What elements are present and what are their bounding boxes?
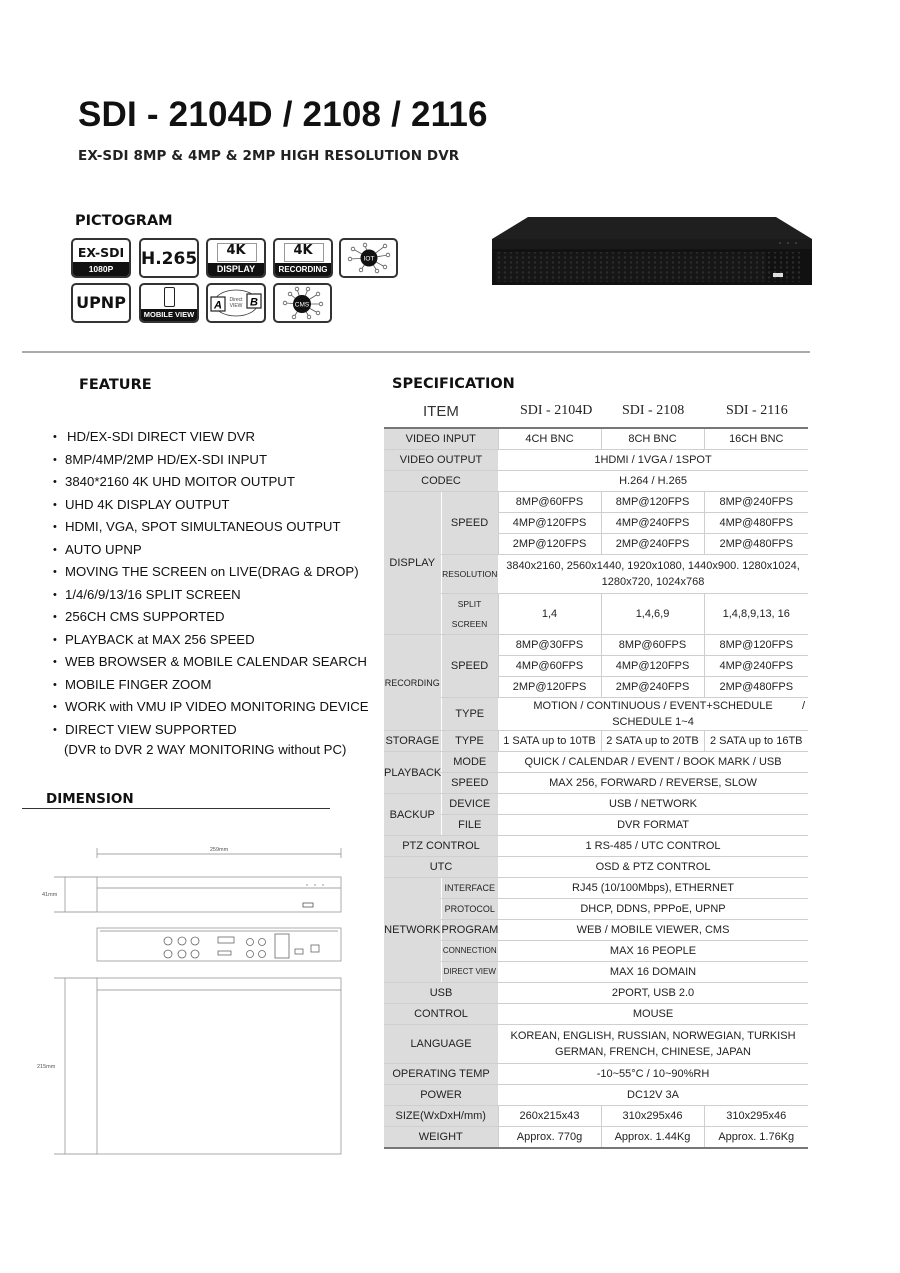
spec-value-cell: 2MP@120FPS — [498, 534, 601, 555]
table-row — [384, 471, 808, 492]
spec-label-cell: DEVICE — [441, 794, 498, 815]
spec-value-cell: OSD & PTZ CONTROL — [498, 857, 808, 878]
spec-value-cell: 8MP@60FPS — [498, 492, 601, 513]
spec-label-cell: TYPE — [441, 698, 498, 731]
iot-network-icon — [341, 240, 396, 276]
spec-label-cell: LANGUAGE — [384, 1025, 498, 1064]
section-divider — [22, 351, 810, 353]
spec-label-cell: SPEED — [441, 492, 498, 555]
pictogram-heading: PICTOGRAM — [75, 213, 173, 229]
feature-item: • 8MP/4MP/2MP HD/EX-SDI INPUT — [53, 451, 268, 467]
table-row — [384, 920, 808, 941]
table-row — [384, 594, 808, 635]
feature-item: • WEB BROWSER & MOBILE CALENDAR SEARCH — [53, 654, 367, 669]
spec-label-cell: CONNECTION — [441, 941, 498, 962]
feature-item: • PLAYBACK at MAX 256 SPEED — [53, 631, 255, 647]
spec-value-cell: 16CH BNC — [704, 428, 808, 450]
spec-value-cell: 2MP@480FPS — [704, 534, 808, 555]
feature-list — [53, 428, 369, 743]
spec-label-cell: SPEED — [441, 773, 498, 794]
dvr-product-image — [490, 215, 814, 287]
spec-value-cell: Approx. 1.44Kg — [601, 1127, 704, 1149]
spec-value-cell: 2MP@480FPS — [704, 677, 808, 698]
svg-text:B: B — [250, 296, 258, 309]
spec-value-cell: -10~55°C / 10~90%RH — [498, 1064, 808, 1085]
spec-value-cell: 4MP@480FPS — [704, 513, 808, 534]
spec-value-cell: USB / NETWORK — [498, 794, 808, 815]
dimension-underline — [22, 808, 330, 809]
column-model: SDI - 2108 — [622, 403, 685, 418]
table-row — [384, 1025, 808, 1064]
spec-value-cell: Approx. 1.76Kg — [704, 1127, 808, 1149]
ex-sdi-1080p-icon: EX-SDI 1080P — [71, 238, 131, 278]
spec-label-cell: PLAYBACK — [384, 752, 441, 794]
dimension-drawing — [20, 840, 350, 1160]
table-row — [384, 731, 808, 752]
spec-value-cell: MAX 16 PEOPLE — [498, 941, 808, 962]
spec-value-cell: H.264 / H.265 — [498, 471, 808, 492]
svg-text:CMS: CMS — [294, 301, 310, 309]
spec-value-cell: 1 RS-485 / UTC CONTROL — [498, 836, 808, 857]
spec-label-cell: OPERATING TEMP — [384, 1064, 498, 1085]
spec-label-cell: DISPLAY — [384, 492, 441, 635]
spec-value-cell: 1HDMI / 1VGA / 1SPOT — [498, 450, 808, 471]
spec-value-cell: 310x295x46 — [601, 1106, 704, 1127]
height-label: 41mm — [42, 892, 58, 898]
table-row — [384, 836, 808, 857]
usb-port-icon — [773, 273, 783, 277]
svg-text:IOT: IOT — [363, 255, 375, 263]
table-row — [384, 773, 808, 794]
spec-label-cell: PROGRAM — [441, 920, 498, 941]
spec-table — [384, 427, 808, 1149]
svg-text:Direct: Direct — [229, 297, 243, 303]
feature-item: • WORK with VMU IP VIDEO MONITORING DEVICE — [53, 699, 369, 714]
table-row — [384, 878, 808, 899]
table-row — [384, 1064, 808, 1085]
iot-icon — [339, 238, 398, 278]
h265-icon: H.265 — [139, 238, 199, 278]
spec-value-cell: MOUSE — [498, 1004, 808, 1025]
spec-label-cell: UTC — [384, 857, 498, 878]
spec-value-cell: 2MP@120FPS — [498, 677, 601, 698]
feature-item: • UHD 4K DISPLAY OUTPUT — [53, 496, 230, 512]
spec-label-cell: SPLIT SCREEN — [441, 594, 498, 635]
spec-value-cell: 8CH BNC — [601, 428, 704, 450]
svg-text:A: A — [214, 299, 222, 312]
spec-value-cell: MAX 256, FORWARD / REVERSE, SLOW — [498, 773, 808, 794]
4k-display-icon: 4K DISPLAY — [206, 238, 266, 278]
spec-value-cell: 260x215x43 — [498, 1106, 601, 1127]
cms-icon — [273, 283, 332, 323]
spec-value-cell: 4MP@60FPS — [498, 656, 601, 677]
spec-label-cell: CONTROL — [384, 1004, 498, 1025]
spec-label-cell: PROTOCOL — [441, 899, 498, 920]
spec-value-cell: 4CH BNC — [498, 428, 601, 450]
spec-value-cell: 8MP@30FPS — [498, 635, 601, 656]
width-label: 259mm — [209, 847, 229, 853]
spec-value-cell: 4MP@240FPS — [704, 656, 808, 677]
spec-value-cell: DVR FORMAT — [498, 815, 808, 836]
spec-label-cell: TYPE — [441, 731, 498, 752]
feature-continuation: (DVR to DVR 2 WAY MONITORING without PC) — [64, 742, 347, 757]
spec-value-cell: WEB / MOBILE VIEWER, CMS — [498, 920, 808, 941]
spec-label-cell: MODE — [441, 752, 498, 773]
depth-label: 215mm — [37, 1064, 56, 1070]
spec-value-cell: 310x295x46 — [704, 1106, 808, 1127]
spec-value-cell: 1 SATA up to 10TB — [498, 731, 601, 752]
spec-value-cell: 2PORT, USB 2.0 — [498, 983, 808, 1004]
table-row — [384, 815, 808, 836]
table-row — [384, 635, 808, 656]
table-row — [384, 450, 808, 471]
feature-item: • 3840*2160 4K UHD MOITOR OUTPUT — [53, 474, 295, 489]
column-model: SDI - 2104D — [520, 403, 593, 418]
page-subtitle: EX-SDI 8MP & 4MP & 2MP HIGH RESOLUTION DVR — [78, 148, 460, 164]
spec-label-cell: STORAGE — [384, 731, 441, 752]
feature-heading: FEATURE — [79, 377, 152, 393]
table-row — [384, 555, 808, 594]
4k-recording-icon: 4K RECORDING — [273, 238, 333, 278]
spec-value-cell: 1,4 — [498, 594, 601, 635]
spec-label-cell: RECORDING — [384, 635, 441, 731]
spec-value-cell: 2MP@240FPS — [601, 677, 704, 698]
spec-value-cell: RJ45 (10/100Mbps), ETHERNET — [498, 878, 808, 899]
table-row — [384, 752, 808, 773]
spec-value-cell: 2MP@240FPS — [601, 534, 704, 555]
table-row — [384, 857, 808, 878]
spec-value-cell: DC12V 3A — [498, 1085, 808, 1106]
spec-value-cell: 4MP@240FPS — [601, 513, 704, 534]
spec-value-cell: 8MP@120FPS — [601, 492, 704, 513]
spec-label-cell: USB — [384, 983, 498, 1004]
phone-icon — [164, 287, 175, 307]
feature-item: • MOBILE FINGER ZOOM — [53, 676, 212, 692]
spec-label-cell: VIDEO INPUT — [384, 428, 498, 450]
spec-label-cell: NETWORK — [384, 878, 441, 983]
feature-item: • MOVING THE SCREEN on LIVE(DRAG & DROP) — [53, 564, 359, 579]
spec-label-cell: FILE — [441, 815, 498, 836]
spec-value-cell: 2 SATA up to 16TB — [704, 731, 808, 752]
column-model: SDI - 2116 — [726, 403, 788, 418]
spec-value-cell: QUICK / CALENDAR / EVENT / BOOK MARK / USB — [498, 752, 808, 773]
spec-value-cell: KOREAN, ENGLISH, RUSSIAN, NORWEGIAN, TURKISH GERMAN, FRENCH, CHINESE, JAPAN — [498, 1025, 808, 1064]
spec-label-cell: BACKUP — [384, 794, 441, 836]
spec-label-cell: POWER — [384, 1085, 498, 1106]
table-row — [384, 1106, 808, 1127]
feature-item: • DIRECT VIEW SUPPORTED — [53, 721, 237, 737]
table-row — [384, 962, 808, 983]
table-row — [384, 941, 808, 962]
spec-label-cell: SPEED — [441, 635, 498, 698]
spec-label-cell: VIDEO OUTPUT — [384, 450, 498, 471]
mobile-view-icon: MOBILE VIEW — [139, 283, 199, 323]
feature-item: • AUTO UPNP — [53, 541, 142, 557]
feature-item: • HDMI, VGA, SPOT SIMULTANEOUS OUTPUT — [53, 519, 341, 534]
spec-label-cell: PTZ CONTROL — [384, 836, 498, 857]
table-row — [384, 794, 808, 815]
feature-item: • 256CH CMS SUPPORTED — [53, 609, 225, 624]
specification-heading: SPECIFICATION — [392, 376, 515, 392]
spec-label-cell: DIRECT VIEW — [441, 962, 498, 983]
column-item: ITEM — [423, 403, 459, 420]
spec-value-cell: 2 SATA up to 20TB — [601, 731, 704, 752]
svg-text:VIEW: VIEW — [229, 303, 243, 309]
table-row — [384, 1004, 808, 1025]
spec-label-cell: SIZE(WxDxH/mm) — [384, 1106, 498, 1127]
table-row — [384, 1127, 808, 1149]
spec-value-cell: MAX 16 DOMAIN — [498, 962, 808, 983]
spec-value-cell: 4MP@120FPS — [601, 656, 704, 677]
spec-value-cell: 8MP@240FPS — [704, 492, 808, 513]
cms-network-icon — [275, 285, 330, 321]
table-row — [384, 428, 808, 450]
spec-value-cell: 4MP@120FPS — [498, 513, 601, 534]
table-row — [384, 983, 808, 1004]
table-row — [384, 698, 808, 731]
direct-view-icon — [206, 283, 266, 323]
spec-value-cell: Approx. 770g — [498, 1127, 601, 1149]
feature-item: • 1/4/6/9/13/16 SPLIT SCREEN — [53, 586, 241, 602]
rear-ports-icon — [164, 934, 319, 958]
spec-label-cell: WEIGHT — [384, 1127, 498, 1149]
spec-value-cell: MOTION / CONTINUOUS / EVENT+SCHEDULE / SCHEDULE 1~4 — [498, 698, 808, 731]
spec-label-cell: CODEC — [384, 471, 498, 492]
upnp-icon: UPNP — [71, 283, 131, 323]
dimension-heading: DIMENSION — [46, 791, 134, 807]
spec-label-cell: RESOLUTION — [441, 555, 498, 594]
spec-value-cell: 8MP@120FPS — [704, 635, 808, 656]
spec-value-cell: 3840x2160, 2560x1440, 1920x1080, 1440x900. 1280x1024, 1280x720, 1024x768 — [498, 555, 808, 594]
table-row — [384, 899, 808, 920]
spec-value-cell: 1,4,6,9 — [601, 594, 704, 635]
feature-item: • HD/EX-SDI DIRECT VIEW DVR — [53, 429, 256, 444]
spec-label-cell: INTERFACE — [441, 878, 498, 899]
page-title: SDI - 2104D / 2108 / 2116 — [78, 95, 488, 134]
table-row — [384, 492, 808, 513]
table-row — [384, 1085, 808, 1106]
spec-value-cell: 8MP@60FPS — [601, 635, 704, 656]
spec-value-cell: 1,4,8,9,13, 16 — [704, 594, 808, 635]
spec-value-cell: DHCP, DDNS, PPPoE, UPNP — [498, 899, 808, 920]
